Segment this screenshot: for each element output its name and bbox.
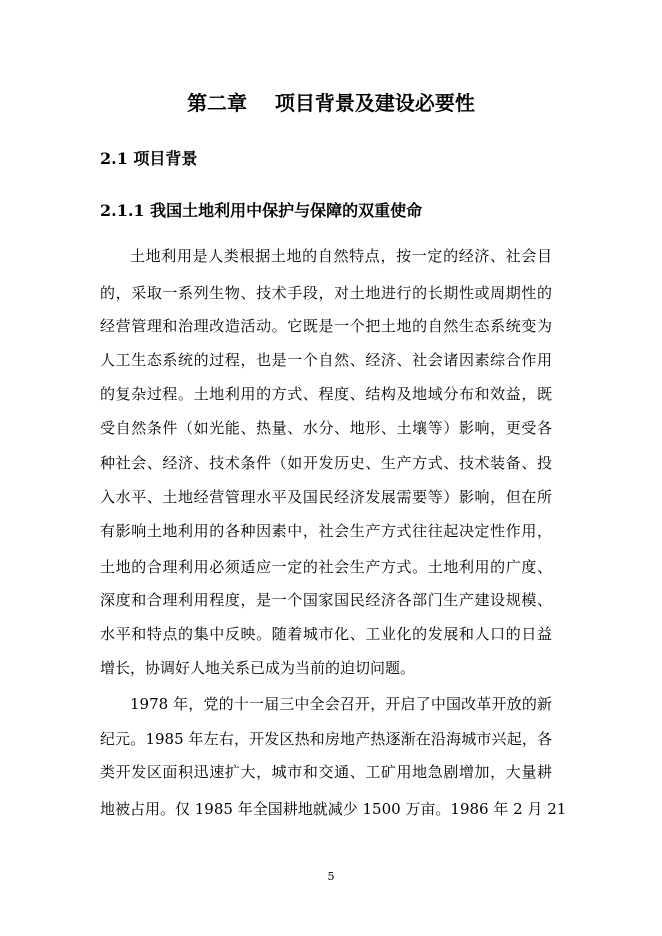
paragraph-line: 地被占用。仅 1985 年全国耕地就减少 1500 万亩。1986 年 2 月 21 [100, 800, 567, 818]
paragraph-line: 种社会、经济、技术条件（如开发历史、生产方式、技术装备、投 [100, 454, 552, 472]
paragraph-line: 1978 年，党的十一届三中全会召开，开启了中国改革开放的新 [130, 695, 552, 713]
paragraph-line: 人工生态系统的过程，也是一个自然、经济、社会诸因素综合作用 [100, 351, 552, 369]
paragraph-line: 经营管理和治理改造活动。它既是一个把土地的自然生态系统变为 [100, 317, 552, 335]
paragraph-line: 水平和特点的集中反映。随着城市化、工业化的发展和人口的日益 [100, 625, 552, 643]
page-number: 5 [327, 870, 335, 883]
chapter-title: 第二章 项目背景及建设必要性 [187, 91, 475, 115]
paragraph-line: 的复杂过程。土地利用的方式、程度、结构及地域分布和效益，既 [100, 385, 552, 403]
paragraph-line: 入水平、土地经营管理水平及国民经济发展需要等）影响，但在所 [100, 488, 552, 506]
paragraph-line: 的，采取一系列生物、技术手段，对土地进行的长期性或周期性的 [100, 284, 552, 302]
paragraph-line: 受自然条件（如光能、热量、水分、地形、土壤等）影响，更受各 [100, 419, 552, 437]
paragraph-line: 纪元。1985 年左右，开发区热和房地产热逐渐在沿海城市兴起，各 [100, 730, 552, 748]
paragraph-line: 土地的合理利用必须适应一定的社会生产方式。土地利用的广度、 [100, 558, 552, 576]
paragraph-line: 深度和合理利用程度，是一个国家国民经济各部门生产建设规模、 [100, 591, 552, 609]
paragraph-line: 土地利用是人类根据土地的自然特点，按一定的经济、社会目 [130, 247, 552, 265]
subsection-heading: 2.1.1 我国土地利用中保护与保障的双重使命 [100, 201, 423, 220]
paragraph-line: 有影响土地利用的各种因素中，社会生产方式往往起决定性作用， [100, 522, 552, 540]
section-heading: 2.1 项目背景 [100, 149, 198, 168]
paragraph-line: 类开发区面积迅速扩大，城市和交通、工矿用地急剧增加，大量耕 [100, 763, 552, 781]
paragraph-line: 增长，协调好人地关系已成为当前的迫切问题。 [100, 659, 416, 677]
